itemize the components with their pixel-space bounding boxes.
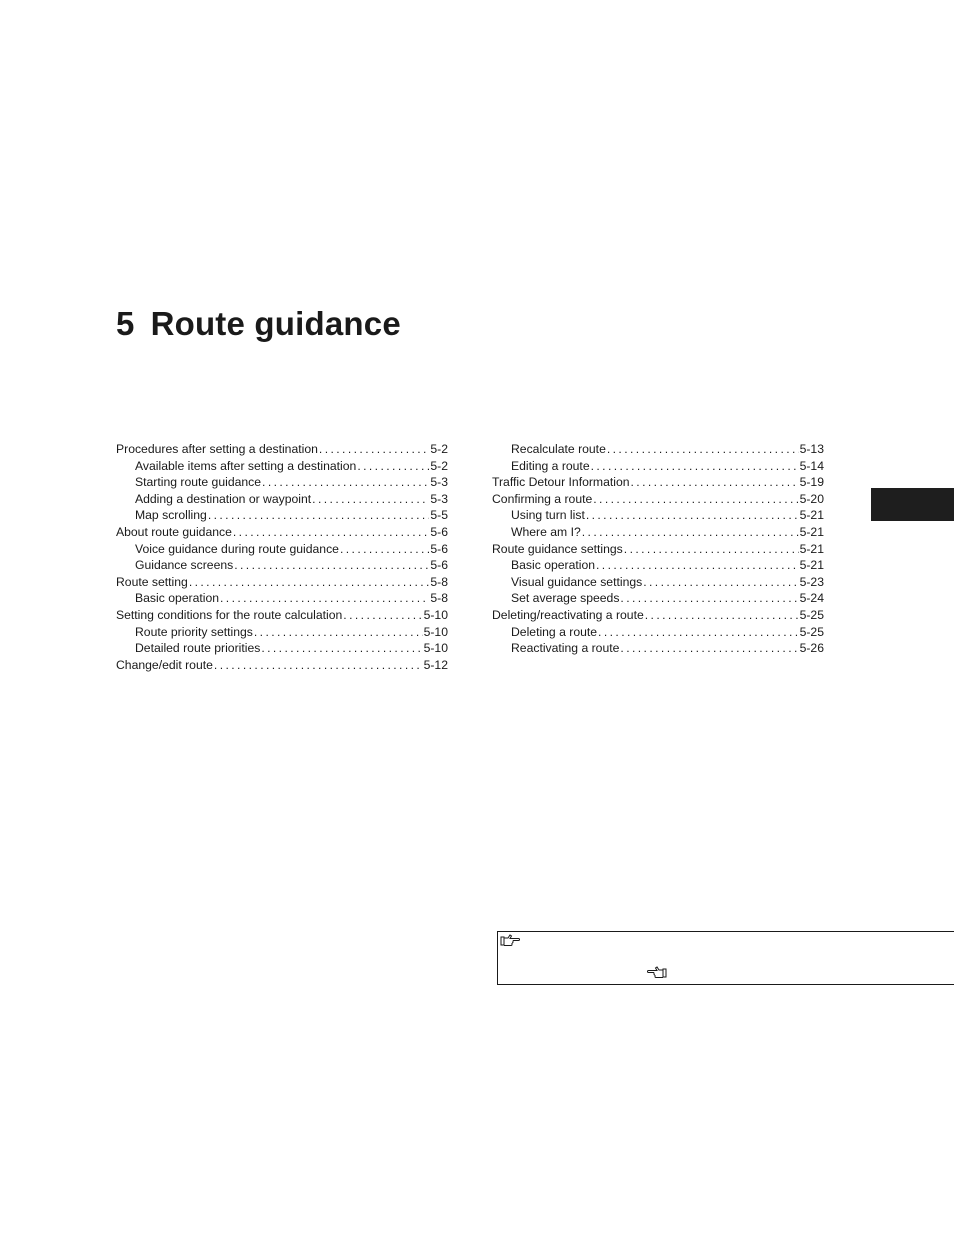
dot-leader [319,441,429,458]
toc-entry-label: Change/edit route [116,657,213,672]
toc-entry-page: 5-3 [430,475,448,490]
toc-entry-label: Traffic Detour Information [492,475,630,490]
chapter-name: Route guidance [150,305,401,342]
dot-leader [598,624,799,641]
toc-entry-page: 5-2 [430,442,448,456]
chapter-side-tab [871,488,954,521]
toc-entry-label: Route setting [116,574,188,589]
dot-leader [591,458,799,475]
toc-entry-label: Set average speeds [511,591,620,606]
toc-entry-page: 5-21 [799,508,824,523]
dot-leader [233,524,430,541]
dot-leader [214,657,423,674]
dot-leader [607,441,799,458]
toc-entry-page: 5-2 [430,458,448,473]
toc-entry[interactable] [116,541,448,558]
toc-entry[interactable] [116,474,448,491]
note-box [497,931,954,985]
toc-entry-page: 5-10 [423,641,448,656]
toc-entry-page: 5-26 [799,641,824,656]
dot-leader [261,640,422,657]
toc-entry-page: 5-6 [430,558,448,573]
toc-entry-page: 5-20 [799,491,824,506]
toc-entry-page: 5-21 [799,541,824,556]
toc-entry-page: 5-3 [430,491,448,506]
toc-entry-page: 5-6 [430,524,448,539]
toc-entry-label: Route guidance settings [492,541,623,556]
toc-entry-page: 5-8 [430,574,448,589]
dot-leader [189,574,430,591]
toc-entry[interactable] [116,507,448,524]
dot-leader [340,541,429,558]
toc-entry-label: Basic operation [511,558,596,573]
toc-entry-label: Recalculate route [511,442,606,456]
toc-entry-page: 5-25 [799,607,824,622]
toc-entry-label: Confirming a route [492,491,593,506]
toc-entry[interactable] [116,458,448,475]
toc-entry-label: Reactivating a route [511,641,620,656]
dot-leader [586,507,799,524]
toc-entry-page: 5-25 [799,624,824,639]
toc-entry[interactable] [116,590,448,607]
dot-leader [645,607,799,624]
toc-entry-label: Guidance screens [135,558,234,573]
dot-leader [624,541,799,558]
chapter-title [116,305,401,343]
toc-entry[interactable] [492,640,824,657]
toc-entry-label: Map scrolling [135,508,207,523]
dot-leader [593,491,798,508]
toc-entry-label: Adding a destination or waypoint [135,491,312,506]
chapter-number: 5 [116,305,135,342]
dot-leader [220,590,429,607]
toc-entry-page: 5-6 [430,541,448,556]
toc-entry-label: Editing a route [511,458,590,473]
toc-entry-label: Deleting a route [511,624,598,639]
toc-entry[interactable] [116,624,448,641]
toc-entry[interactable] [116,607,448,624]
toc-entry-label: Where am I? [511,524,581,539]
toc-entry[interactable] [492,557,824,574]
toc-entry-label: Deleting/reactivating a route [492,607,644,622]
toc-entry-label: Using turn list [511,508,585,523]
toc-entry-label: Available items after setting a destination [135,458,357,473]
toc-entry-page: 5-23 [799,574,824,589]
dot-leader [343,607,422,624]
toc-entry[interactable] [492,441,824,458]
dot-leader [262,474,429,491]
toc-entry[interactable] [492,607,824,624]
toc-entry-label: Detailed route priorities [135,641,261,656]
toc-entry-page: 5-5 [430,508,448,523]
pointing-hand-icon [647,966,667,984]
dot-leader [312,491,429,508]
toc-column-right [492,441,824,657]
toc-entry[interactable] [492,574,824,591]
toc-entry-page: 5-19 [799,475,824,490]
toc-entry-page: 5-12 [423,657,448,672]
pointing-hand-icon [500,934,520,952]
dot-leader [596,557,799,574]
toc-entry-page: 5-13 [799,442,824,456]
toc-entry-page: 5-21 [799,524,824,539]
toc-column-left [116,441,448,673]
toc-entry-page: 5-24 [799,591,824,606]
dot-leader [643,574,798,591]
toc-entry[interactable] [492,524,824,541]
toc-entry[interactable] [116,574,448,591]
toc-entry[interactable] [116,557,448,574]
toc-entry-page: 5-14 [799,458,824,473]
dot-leader [208,507,430,524]
dot-leader [234,557,429,574]
toc-entry[interactable] [492,458,824,475]
toc-entry[interactable] [492,590,824,607]
toc-entry[interactable] [492,507,824,524]
dot-leader [582,524,799,541]
dot-leader [631,474,799,491]
toc-entry-page: 5-10 [423,624,448,639]
dot-leader [357,458,429,475]
toc-entry-label: Procedures after setting a destination [116,442,318,456]
toc-entry[interactable] [116,657,448,674]
toc-entry-label: Setting conditions for the route calculation [116,607,343,622]
dot-leader [254,624,423,641]
toc-entry[interactable] [116,491,448,508]
toc-entry[interactable] [492,624,824,641]
toc-entry-label: About route guidance [116,524,232,539]
toc-entry-page: 5-10 [423,607,448,622]
toc-entry[interactable] [492,474,824,491]
toc-entry-label: Starting route guidance [135,475,262,490]
dot-leader [620,590,798,607]
toc-entry-label: Voice guidance during route guidance [135,541,339,556]
toc-entry-page: 5-21 [799,558,824,573]
toc-entry[interactable] [116,441,448,458]
toc-entry[interactable] [492,491,824,508]
toc-entry-label: Route priority settings [135,624,253,639]
toc-entry-label: Basic operation [135,591,220,606]
toc-entry[interactable] [116,640,448,657]
toc-entry-label: Visual guidance settings [511,574,643,589]
toc-entry[interactable] [492,541,824,558]
toc-entry-page: 5-8 [430,591,448,606]
dot-leader [620,640,798,657]
toc-entry[interactable] [116,524,448,541]
